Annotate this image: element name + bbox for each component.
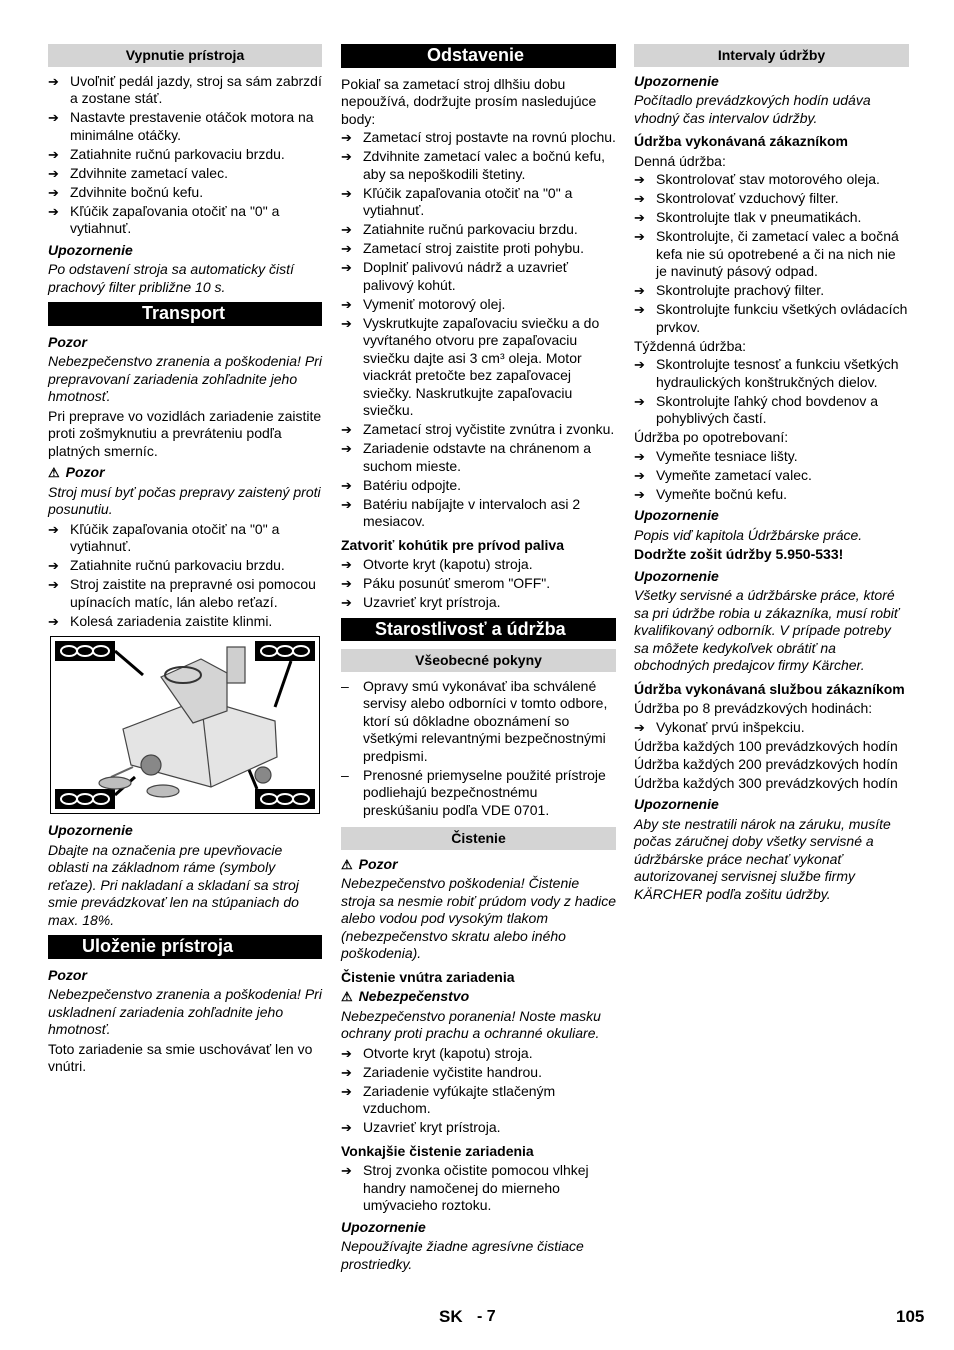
list-item-text: Zatiahnite ručnú parkovaciu brzdu. xyxy=(70,145,285,162)
list-item xyxy=(48,165,322,183)
note-text: Popis viď kapitola Údržbárske práce. xyxy=(634,526,863,543)
list-item-text: Stroj zvonka očistite pomocou vlhkej handry namočenej do mierneho umývacieho roztoku. xyxy=(363,1162,589,1213)
section-title-vseobecne: Všeobecné pokyny xyxy=(341,649,616,672)
label: Údržba po opotrebovaní: xyxy=(634,429,789,445)
arrow-right-icon: ➔ xyxy=(634,172,645,187)
note-text: Po odstavení stroja sa automaticky čistí prachový filter približne 10 s. xyxy=(48,261,294,295)
section-title-odstavenie: Odstavenie xyxy=(341,44,616,68)
list-item-text: Nastavte prestavenie otáčok motora na minimálne otáčky. xyxy=(70,109,314,143)
list-item-text: Skontrolujte ľahký chod bovdenov a pohyblivých častí. xyxy=(656,392,879,426)
sluzba-8-list xyxy=(634,719,909,737)
arrow-right-icon: ➔ xyxy=(48,165,59,181)
list-item xyxy=(341,240,616,258)
note-label: Upozornenie xyxy=(634,796,719,812)
note-text: Počítadlo prevádzkových hodín udáva vhodný čas intervalov údržby. xyxy=(634,92,871,126)
list-item-text: Kľúčik zapaľovania otočiť na "0" a vytiahnuť. xyxy=(70,520,280,554)
section-title-ulozenie: Uloženie prístroja xyxy=(48,935,322,959)
list-item xyxy=(634,301,909,336)
section-title-transport: Transport xyxy=(48,302,322,326)
list-item-text: Zdvihnite zametací valec a bočnú kefu, aby sa nepoškodili štetiny. xyxy=(363,148,606,182)
subheading: Zatvoriť kohútik pre prívod paliva xyxy=(341,536,564,553)
transport-list xyxy=(48,521,322,631)
paragraph: Pokiaľ sa zametací stroj dlhšiu dobu nepoužívá, dodržujte prosím nasledujúce body: xyxy=(341,75,597,127)
arrow-right-icon: ➔ xyxy=(341,1163,352,1178)
warning-header xyxy=(341,856,616,874)
list-item xyxy=(48,109,322,144)
list-item xyxy=(341,1119,616,1137)
list-item-text: Zametací stroj vyčistite zvnútra i zvonku. xyxy=(363,421,615,437)
list-item xyxy=(341,575,616,593)
footer-page-number: 105 xyxy=(896,1307,925,1326)
note-label: Upozornenie xyxy=(341,1218,426,1235)
column-3 xyxy=(634,44,909,905)
arrow-right-icon: ➔ xyxy=(48,110,59,125)
interval-line: Údržba každých 200 prevádzkových hodín xyxy=(634,756,898,772)
vnutra-list xyxy=(341,1045,616,1137)
arrow-right-icon: ➔ xyxy=(48,613,59,629)
arrow-right-icon: ➔ xyxy=(48,521,59,537)
list-item-text: Zariadenie odstavte na chránenom a suchom mieste. xyxy=(363,440,592,474)
column-1 xyxy=(48,44,322,1077)
list-item xyxy=(48,521,322,556)
warning-label: Pozor xyxy=(65,464,105,480)
section-title-intervaly: Intervaly údržby xyxy=(634,44,909,67)
list-item-text: Prenosné priemyselne použité prístroje podliehajú bezpečnostnému preskúšaniu podľa VDE 0701. xyxy=(363,766,606,818)
list-item-text: Skontrolujte funkciu všetkých ovládacích prvkov. xyxy=(656,301,908,335)
tyzdenna-list xyxy=(634,356,909,428)
arrow-right-icon: ➔ xyxy=(634,448,645,464)
arrow-right-icon: ➔ xyxy=(341,260,352,275)
list-item xyxy=(341,477,616,495)
list-item xyxy=(634,190,909,208)
warning-text: Nebezpečenstvo zranenia a poškodenia! Pri uskladnení zariadenia zohľadnite jeho hmotnosť. xyxy=(48,986,322,1037)
warning-header xyxy=(48,464,322,482)
list-item xyxy=(634,719,909,737)
list-item xyxy=(341,1045,616,1063)
arrow-right-icon: ➔ xyxy=(341,149,352,164)
arrow-right-icon: ➔ xyxy=(48,184,59,200)
list-item-text: Otvorte kryt (kapotu) stroja. xyxy=(363,1044,533,1061)
list-item-text: Zariadenie vyfúkajte stlačeným vzduchom. xyxy=(363,1082,556,1116)
column-2 xyxy=(341,44,616,1275)
arrow-right-icon: ➔ xyxy=(634,229,645,244)
note-label: Upozornenie xyxy=(634,507,719,523)
footer-lang: SK xyxy=(439,1307,463,1326)
list-item-text: Skontrolovať stav motorového oleja. xyxy=(656,171,880,187)
arrow-right-icon: ➔ xyxy=(634,302,645,317)
warning-text: Nebezpečenstvo poškodenia! Čistenie stroja sa nesmie robiť prúdom vody z hadice alebo vodou pod vysokým tlakom (nebezpečenstvo skratu alebo iného poškodenia). xyxy=(341,875,616,961)
list-item xyxy=(48,73,322,108)
arrow-right-icon: ➔ xyxy=(341,130,352,145)
arrow-right-icon: ➔ xyxy=(634,467,645,483)
arrow-right-icon: ➔ xyxy=(634,486,645,502)
arrow-right-icon: ➔ xyxy=(48,203,59,219)
list-item xyxy=(634,282,909,300)
list-item-text: Kolesá zariadenia zaistite klinmi. xyxy=(70,612,273,629)
list-item-text: Zatiahnite ručnú parkovaciu brzdu. xyxy=(70,557,285,573)
paragraph: Pri preprave vo vozidlách zariadenie zaistite proti zošmyknutiu a prevráteniu podľa platných smerníc. xyxy=(48,407,322,459)
list-item xyxy=(341,767,616,820)
list-item xyxy=(48,613,322,631)
list-item xyxy=(341,440,616,475)
list-item-text: Skontrolujte tesnosť a funkciu všetkých hydraulických konštrukčných dielov. xyxy=(656,356,899,390)
vseobecne-list xyxy=(341,678,616,820)
list-item-text: Vymeňte zametací valec. xyxy=(656,466,812,483)
list-item xyxy=(341,259,616,294)
list-item-text: Stroj zaistite na prepravné osi pomocou upínacích matíc, lán alebo reťazí. xyxy=(70,576,316,610)
list-item xyxy=(341,148,616,183)
arrow-right-icon: ➔ xyxy=(48,146,59,162)
label: Údržba po 8 prevádzkových hodinách: xyxy=(634,700,873,716)
label: Denná údržba: xyxy=(634,152,726,169)
list-item-text: Zdvihnite bočnú kefu. xyxy=(70,183,204,200)
arrow-right-icon: ➔ xyxy=(341,422,352,437)
list-item xyxy=(341,129,616,147)
warning-triangle-icon: ⚠ xyxy=(341,856,353,872)
section-title-vypnutie: Vypnutie prístroja xyxy=(48,44,322,67)
list-item xyxy=(341,1162,616,1215)
danger-label: Nebezpečenstvo xyxy=(358,988,470,1004)
arrow-right-icon: ➔ xyxy=(48,73,59,89)
list-item-text: Uzavrieť kryt prístroja. xyxy=(363,594,501,610)
note-label: Upozornenie xyxy=(48,241,133,258)
opotrebovani-list xyxy=(634,448,909,504)
warning-label: Pozor xyxy=(48,966,87,983)
warning-text: Nebezpečenstvo zranenia a poškodenia! Pri prepravovaní zariadenia zohľadnite jeho hmotnosť. xyxy=(48,353,322,404)
danger-header xyxy=(341,988,616,1006)
list-item xyxy=(48,146,322,164)
list-item-text: Kľúčik zapaľovania otočiť na "0" a vytiahnuť. xyxy=(363,184,573,218)
interval-line: Údržba každých 100 prevádzkových hodín xyxy=(634,737,898,754)
list-item xyxy=(341,1064,616,1082)
subheading: Vonkajšie čistenie zariadenia xyxy=(341,1142,534,1159)
arrow-right-icon: ➔ xyxy=(341,595,352,610)
arrow-right-icon: ➔ xyxy=(634,191,645,206)
arrow-right-icon: ➔ xyxy=(341,576,352,591)
list-item xyxy=(341,296,616,314)
warning-triangle-icon: ⚠ xyxy=(48,465,60,480)
list-item-text: Otvorte kryt (kapotu) stroja. xyxy=(363,556,533,572)
list-item xyxy=(341,315,616,420)
list-item-text: Zatiahnite ručnú parkovaciu brzdu. xyxy=(363,221,578,237)
arrow-right-icon: ➔ xyxy=(341,441,352,456)
list-item xyxy=(341,678,616,766)
list-item-text: Zametací stroj postavte na rovnú plochu. xyxy=(363,129,616,145)
list-item xyxy=(634,486,909,504)
arrow-right-icon: ➔ xyxy=(341,296,352,312)
list-item-text: Páku posunúť smerom "OFF". xyxy=(363,575,551,591)
list-item-text: Uzavrieť kryt prístroja. xyxy=(363,1119,501,1135)
list-item-text: Skontrolujte, či zametací valec a bočná kefa nie sú opotrebené a či na nich nie je navinutý pásový odpad. xyxy=(656,228,899,279)
arrow-right-icon: ➔ xyxy=(48,558,59,573)
arrow-right-icon: ➔ xyxy=(634,357,645,372)
list-item-text: Uvoľniť pedál jazdy, stroj sa sám zabrzdí a zostane stáť. xyxy=(70,72,322,106)
list-item-text: Skontrolujte tlak v pneumatikách. xyxy=(656,209,862,225)
paragraph: Toto zariadenie sa smie uschovávať len vo vnútri. xyxy=(48,1040,313,1074)
denna-list xyxy=(634,171,909,336)
list-item-text: Zametací stroj zaistite proti pohybu. xyxy=(363,240,584,256)
list-item xyxy=(634,171,909,189)
arrow-right-icon: ➔ xyxy=(341,477,352,493)
note-label: Upozornenie xyxy=(634,72,719,89)
list-item-text: Skontrolujte prachový filter. xyxy=(656,282,825,298)
list-item-text: Zariadenie vyčistite handrou. xyxy=(363,1063,542,1080)
vonkajsie-list xyxy=(341,1162,616,1215)
arrow-right-icon: ➔ xyxy=(634,719,645,735)
arrow-right-icon: ➔ xyxy=(341,315,352,331)
kohutik-list xyxy=(341,556,616,612)
list-item-text: Vymeňte tesniace lišty. xyxy=(656,447,798,464)
arrow-right-icon: ➔ xyxy=(341,1083,352,1099)
list-item-text: Opravy smú vykonávať iba schválené servisy alebo odborníci v tomto odbore, ktorí sú dôkladne oboznámení so všetkými relevantnými bezpečnostnými predpismi. xyxy=(363,677,608,764)
list-item xyxy=(634,448,909,466)
list-item xyxy=(48,576,322,611)
list-item xyxy=(48,184,322,202)
arrow-right-icon: ➔ xyxy=(341,1120,352,1135)
section-title-starostlivost: Starostlivosť a údržba xyxy=(341,618,616,642)
arrow-right-icon: ➔ xyxy=(341,222,352,237)
list-item xyxy=(341,421,616,439)
arrow-right-icon: ➔ xyxy=(634,283,645,298)
note-text: Dbajte na označenia pre upevňovacie oblasti na základnom ráme (symboly reťaze). Pri nakladaní a skladaní sa stroj smie prevádzkovať len na stúpaniach do max. 18%. xyxy=(48,841,299,928)
list-item-text: Batériu odpojte. xyxy=(363,476,462,493)
arrow-right-icon: ➔ xyxy=(341,1045,352,1061)
list-item-text: Doplniť palivovú nádrž a uzavrieť palivový kohút. xyxy=(363,259,569,293)
arrow-right-icon: ➔ xyxy=(341,241,352,256)
list-item xyxy=(634,228,909,281)
odstavenie-list xyxy=(341,129,616,531)
arrow-right-icon: ➔ xyxy=(341,496,352,512)
warning-label: Pozor xyxy=(358,855,398,872)
section-title-cistenie: Čistenie xyxy=(341,827,616,850)
list-item xyxy=(341,1083,616,1118)
dash-bullet: – xyxy=(341,766,349,783)
list-item xyxy=(48,203,322,238)
list-item xyxy=(341,556,616,574)
list-item-text: Vykonať prvú inšpekciu. xyxy=(656,718,805,735)
arrow-right-icon: ➔ xyxy=(341,1064,352,1080)
subheading: Čistenie vnútra zariadenia xyxy=(341,968,515,985)
list-item-text: Skontrolovať vzduchový filter. xyxy=(656,190,839,206)
list-item xyxy=(634,393,909,428)
list-item-text: Vymeňte bočnú kefu. xyxy=(656,485,788,502)
footer-local-page: - 7 xyxy=(477,1308,496,1325)
arrow-right-icon: ➔ xyxy=(48,577,59,592)
arrow-right-icon: ➔ xyxy=(341,185,352,201)
chain-icon xyxy=(55,641,143,675)
dash-bullet: – xyxy=(341,677,349,694)
arrow-right-icon: ➔ xyxy=(341,557,352,572)
arrow-right-icon: ➔ xyxy=(634,210,645,225)
note-label: Upozornenie xyxy=(48,822,133,838)
list-item xyxy=(634,356,909,391)
list-item xyxy=(341,594,616,612)
list-item xyxy=(48,557,322,575)
warning-label: Pozor xyxy=(48,333,87,350)
list-item xyxy=(634,209,909,227)
note-text: Nepoužívajte žiadne agresívne čistiace prostriedky. xyxy=(341,1238,584,1272)
danger-text: Nebezpečenstvo poranenia! Noste masku ochrany proti prachu a ochranné okuliare. xyxy=(341,1007,601,1041)
list-item-text: Vymeniť motorový olej. xyxy=(363,295,506,312)
note-text: Aby ste nestratili nárok na záruku, musíte počas záručnej doby všetky servisné a údržbárske práce nechať vykonať autorizovanej servisnej službe firmy KÄRCHER podľa zošitu údržby. xyxy=(634,815,891,902)
note-text: Všetky servisné a údržbárske práce, ktoré sa pri údržbe robia u zákazníka, musí robiť kvalifikovaný odborník. V prípade potreby sa môžete kedykoľvek obrátiť na obchodných predajcov firmy Kärcher. xyxy=(634,587,899,673)
vypnutie-list xyxy=(48,73,322,238)
list-item xyxy=(341,185,616,220)
chain-icon xyxy=(255,641,315,707)
subheading: Údržba vykonávaná zákazníkom xyxy=(634,133,848,149)
list-item-text: Batériu nabíjajte v intervaloch asi 2 mesiacov. xyxy=(363,495,581,529)
list-item-text: Zdvihnite zametací valec. xyxy=(70,164,228,181)
list-item xyxy=(341,496,616,531)
label: Týždenná údržba: xyxy=(634,337,747,354)
list-item-text: Vyskrutkujte zapaľovaciu sviečku a do vyvŕtaného otvoru pre zapaľovaciu sviečku dajte asi 3 cm³ oleja. Motor viackrát pretočte bez zapaľovacej sviečky. Naskrutkujte zapaľovaciu sviečku. xyxy=(363,314,600,418)
subheading: Údržba vykonávaná službou zákazníkom xyxy=(634,680,905,697)
arrow-right-icon: ➔ xyxy=(634,393,645,409)
note-bold-text: Dodržte zošit údržby 5.950-533! xyxy=(634,546,844,562)
machine-tiedown-illustration xyxy=(50,636,320,814)
list-item xyxy=(634,467,909,485)
list-item-text: Kľúčik zapaľovania otočiť na "0" a vytiahnuť. xyxy=(70,202,280,236)
warning-text: Stroj musí byť počas prepravy zaistený proti posunutiu. xyxy=(48,483,321,517)
list-item xyxy=(341,221,616,239)
warning-triangle-icon: ⚠ xyxy=(341,989,353,1004)
interval-line: Údržba každých 300 prevádzkových hodín xyxy=(634,774,898,791)
note-label: Upozornenie xyxy=(634,567,719,584)
